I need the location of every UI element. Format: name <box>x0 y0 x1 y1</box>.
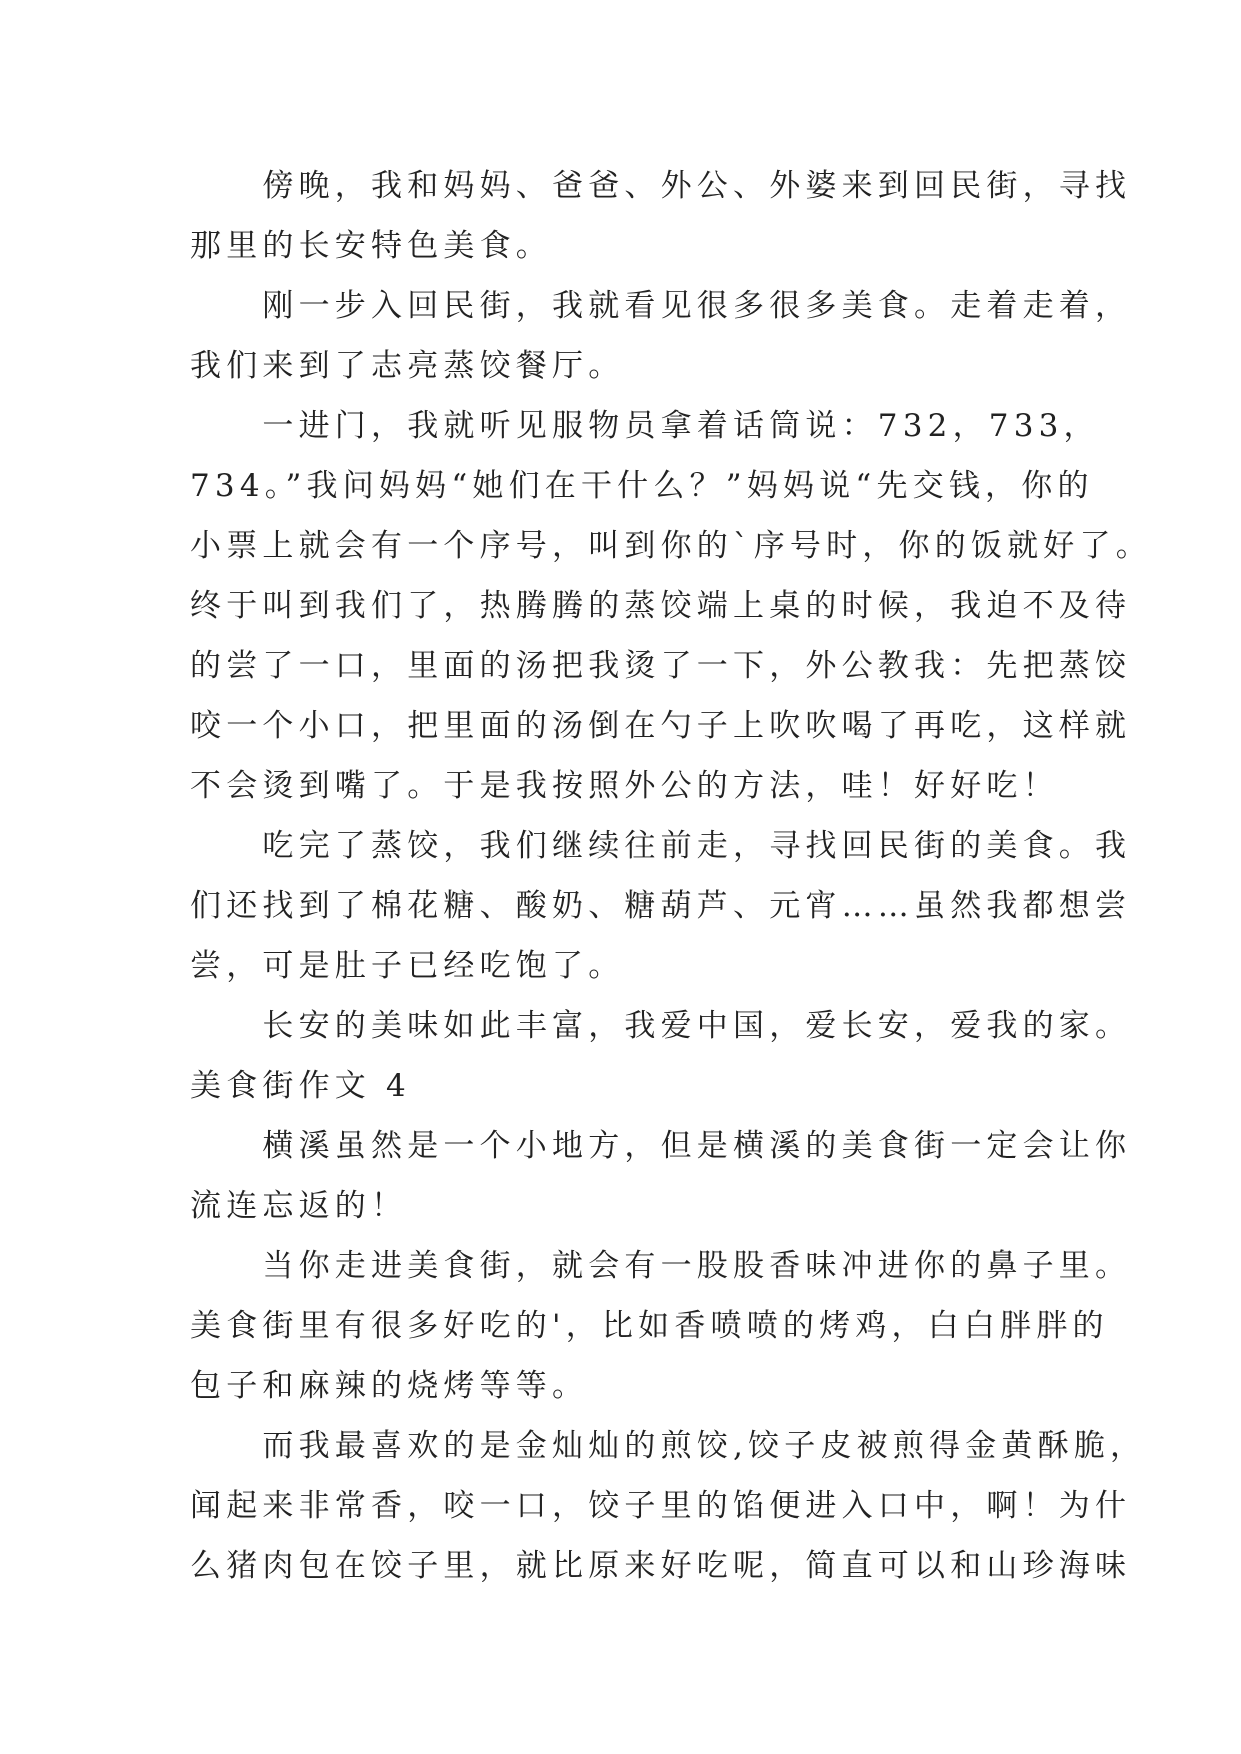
text-line: 美食街里有很多好吃的'，比如香喷喷的烤鸡，白白胖胖的 <box>190 1308 1109 1344</box>
text-line: 横溪虽然是一个小地方，但是横溪的美食街一定会让你 <box>190 1128 1132 1164</box>
text-line: 流连忘返的！ <box>190 1188 408 1224</box>
text-line: 那里的长安特色美食。 <box>190 228 552 264</box>
text-line: 尝，可是肚子已经吃饱了。 <box>190 948 625 984</box>
text-line: 们还找到了棉花糖、酸奶、糖葫芦、元宵……虽然我都想尝 <box>190 888 1132 924</box>
text-line: 当你走进美食街，就会有一股股香味冲进你的鼻子里。 <box>190 1248 1132 1284</box>
text-line: 我们来到了志亮蒸饺餐厅。 <box>190 348 625 384</box>
text-line: 刚一步入回民街，我就看见很多很多美食。走着走着， <box>190 288 1132 324</box>
text-line: 傍晚，我和妈妈、爸爸、外公、外婆来到回民街，寻找 <box>190 168 1132 204</box>
text-line: 吃完了蒸饺，我们继续往前走，寻找回民街的美食。我 <box>190 828 1132 864</box>
text-line: 不会烫到嘴了。于是我按照外公的方法，哇！好好吃！ <box>190 768 1059 804</box>
text-line: 而我最喜欢的是金灿灿的煎饺,饺子皮被煎得金黄酥脆， <box>190 1428 1147 1464</box>
text-line: 长安的美味如此丰富，我爱中国，爱长安，爱我的家。 <box>190 1008 1132 1044</box>
section-heading: 美食街作文 4 <box>190 1068 411 1104</box>
text-line: 么猪肉包在饺子里，就比原来好吃呢，简直可以和山珍海味 <box>190 1548 1132 1584</box>
text-line: 包子和麻辣的烧烤等等。 <box>190 1368 589 1404</box>
text-line: 小票上就会有一个序号，叫到你的`序号时，你的饭就好了。 <box>190 528 1152 564</box>
text-line: 的尝了一口，里面的汤把我烫了一下，外公教我：先把蒸饺 <box>190 648 1132 684</box>
text-line: 闻起来非常香，咬一口，饺子里的馅便进入口中，啊！为什 <box>190 1488 1132 1524</box>
text-line: 734。”我问妈妈“她们在干什么？”妈妈说“先交钱，你的 <box>190 468 1094 504</box>
text-line: 一进门，我就听见服物员拿着话筒说：732，733， <box>190 408 1100 444</box>
text-line: 咬一个小口，把里面的汤倒在勺子上吹吹喝了再吃，这样就 <box>190 708 1132 744</box>
text-line: 终于叫到我们了，热腾腾的蒸饺端上桌的时候，我迫不及待 <box>190 588 1132 624</box>
